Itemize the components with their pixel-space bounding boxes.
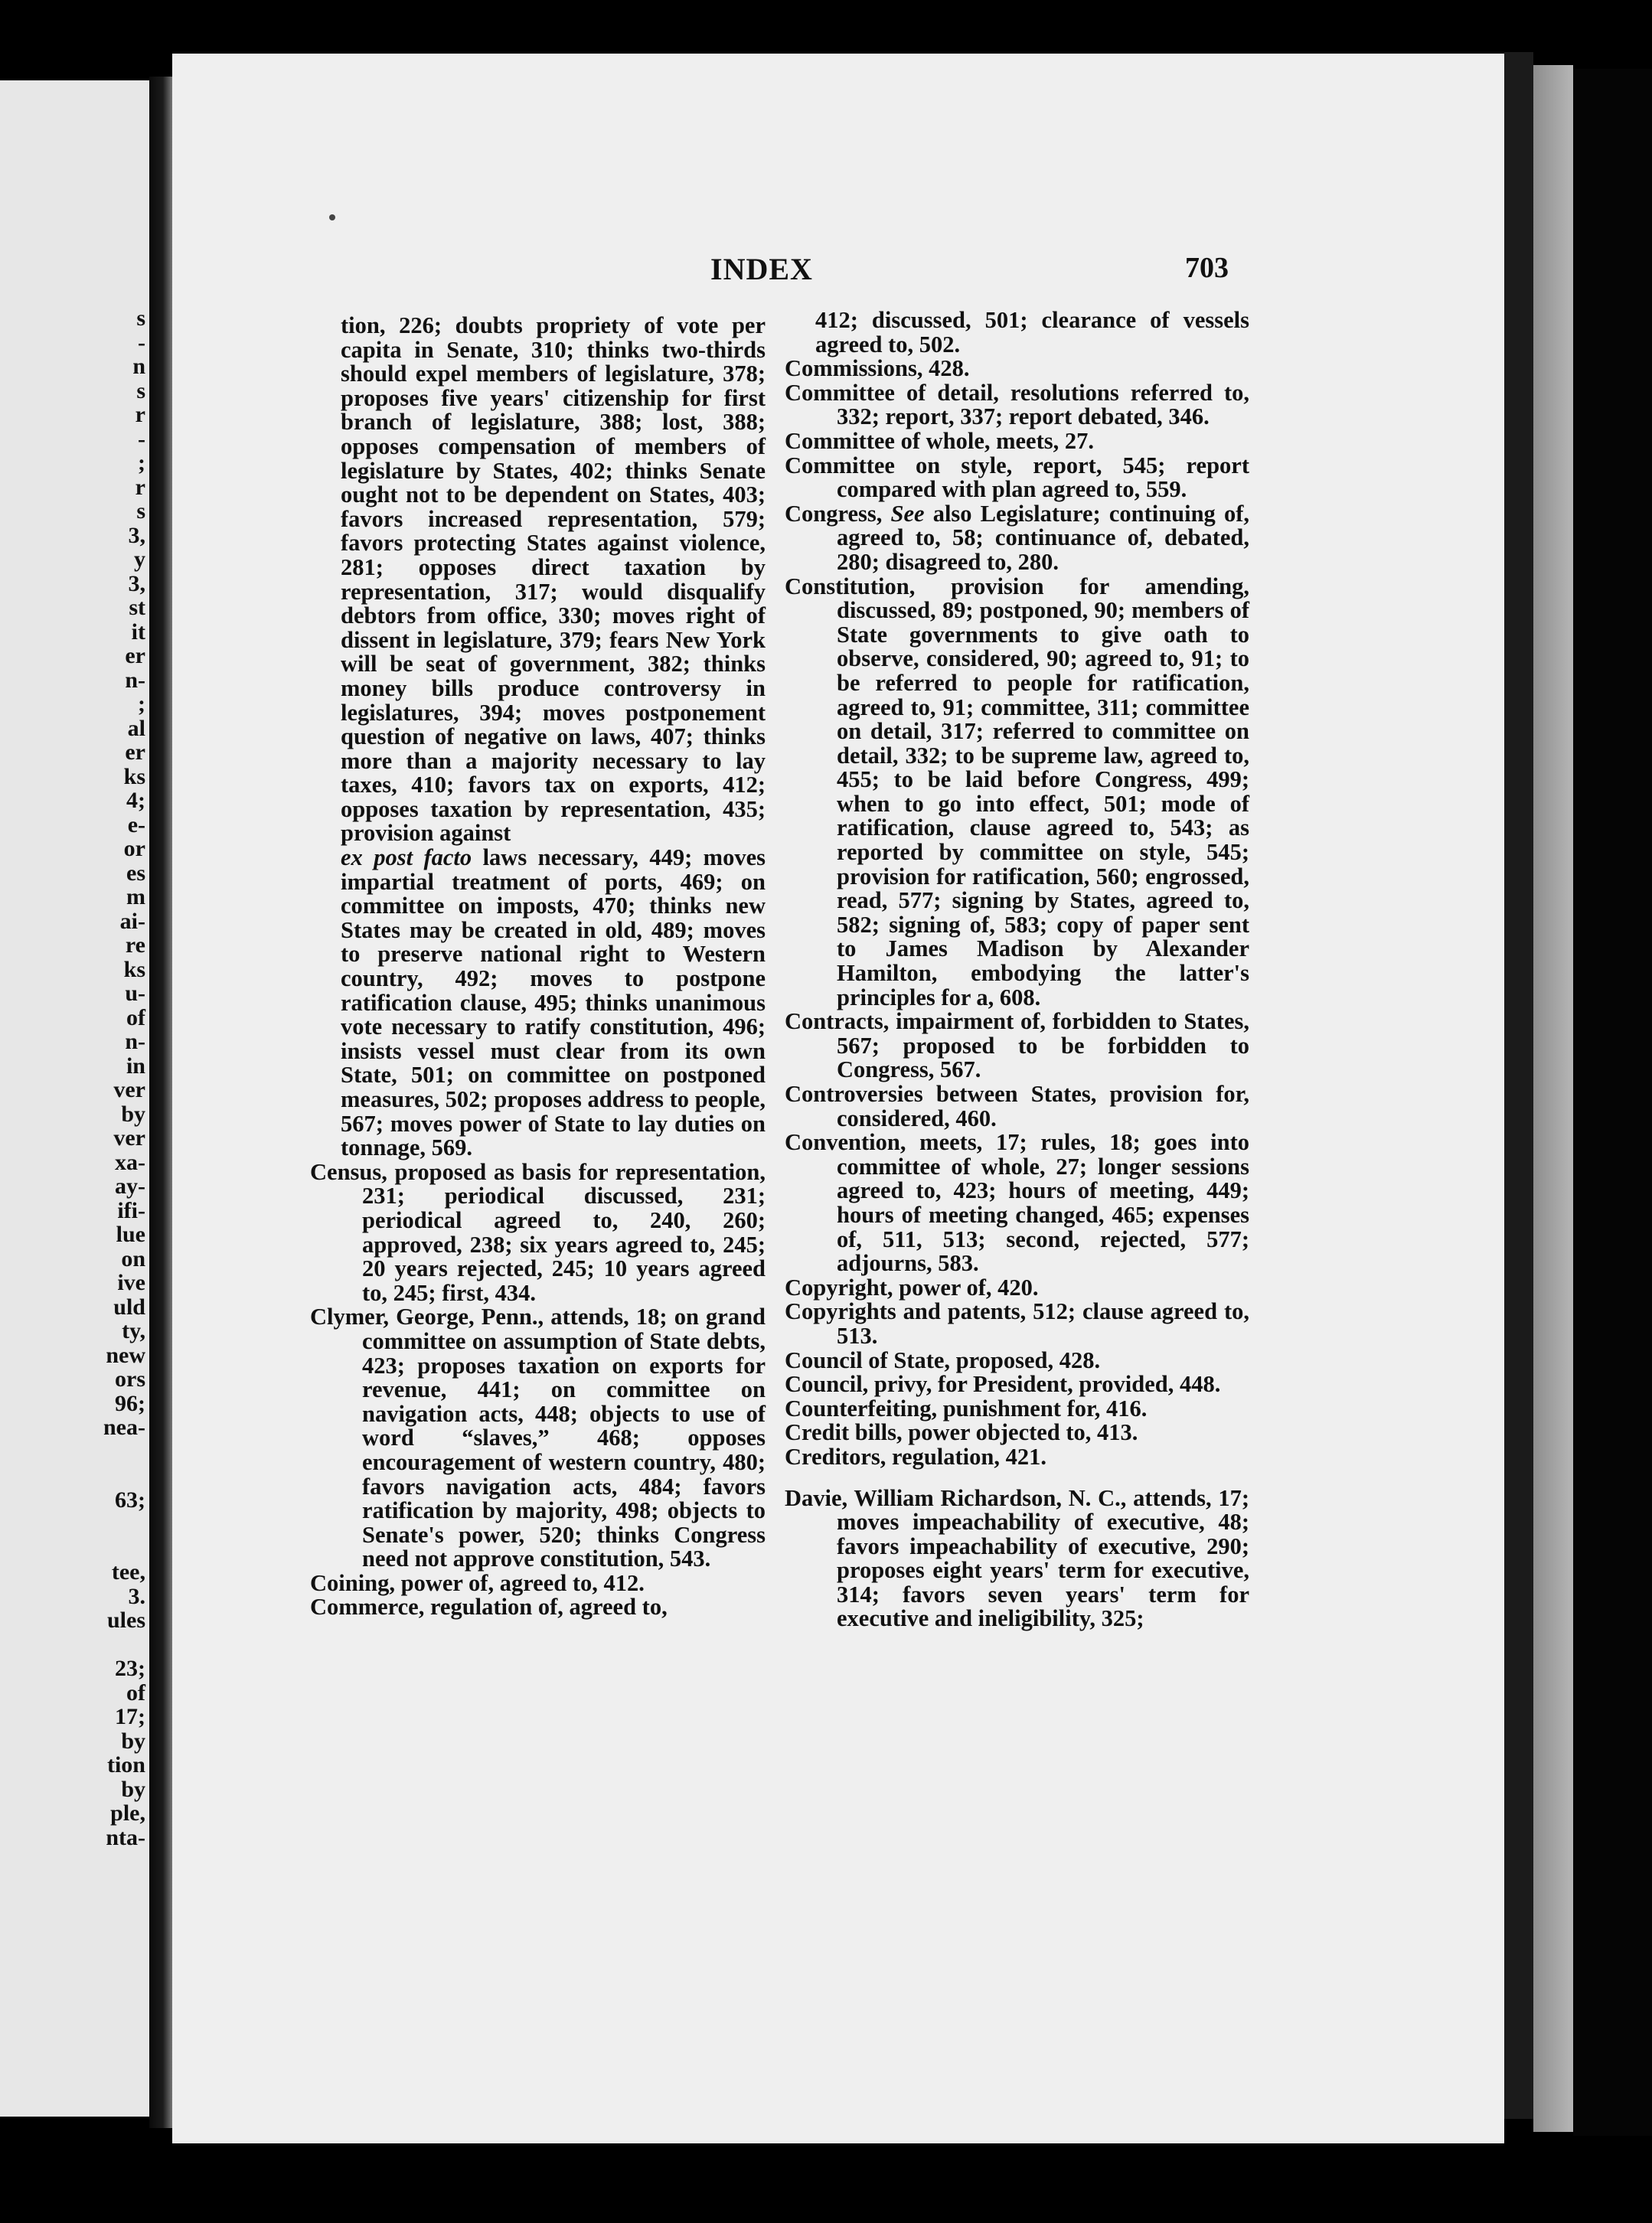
- facing-page-fragment: ;: [138, 691, 145, 717]
- facing-page-fragment: re: [125, 932, 145, 958]
- facing-page-fragment: ks: [123, 763, 145, 789]
- page-speck: [329, 214, 335, 220]
- index-entry: Counterfeiting, punishment for, 416.: [785, 1395, 1148, 1422]
- facing-page-fragment: or: [123, 836, 145, 861]
- facing-page-fragment: 4;: [126, 788, 145, 813]
- index-entry: Contracts, impairment of, forbidden to States, 567; proposed to be forbidden to Congress, 567.: [785, 1008, 1249, 1083]
- page-stack-edge: [1533, 65, 1573, 2132]
- facing-page-fragment: ;: [138, 450, 145, 475]
- facing-page-fragment: tee,: [111, 1559, 145, 1585]
- facing-page-fragment: of: [126, 1004, 145, 1030]
- facing-page-fragment: tion: [106, 1752, 145, 1777]
- index-entry: Committee on style, report, 545; report compared with plan agreed to, 559.: [785, 452, 1249, 503]
- index-entry: Credit bills, power objected to, 413.: [785, 1419, 1138, 1446]
- index-entry-italic: See: [890, 500, 925, 527]
- facing-page-fragment: of: [126, 1679, 145, 1706]
- facing-page-fragment: 17;: [115, 1704, 145, 1729]
- index-entry: Davie, William Richardson, N. C., attends, 17; moves impeachability of executive, 48; favors impeachability of executive, 290; proposes eight years' term for executive, 314; favors seven years' term for executive and ineligibility, 325;: [785, 1484, 1249, 1632]
- facing-page-fragment: [0, 1440, 145, 1464]
- index-entry: Commerce, regulation of, agreed to,: [310, 1594, 668, 1621]
- facing-page-fragment: ules: [106, 1608, 145, 1633]
- facing-page-fragment: n-: [125, 1029, 145, 1054]
- index-entry-italic: ex post facto: [341, 844, 472, 871]
- index-entry-text: also Legislature; continuing of, agreed to, 58; continuance of, debated, 280; disagreed to, 280.: [837, 500, 1249, 575]
- facing-page-fragment: r: [135, 402, 145, 427]
- index-entry-text: laws necessary, 449; moves impartial treatment of ports, 469; on committee on imposts, 470; thinks new States may be created in old, 489; moves to preserve national right to Western country, 492; moves to postpone ratification clause, 495; thinks unanimous vote necessary to ratify constitution, 496; insists vessel must clear from its own State, 501; on committee on postponed measures, 502; proposes address to people, 567; moves power of State to lay duties on tonnage, 569.: [341, 844, 766, 1161]
- facing-page-fragment: n-: [125, 667, 145, 693]
- facing-page-fragment: xa-: [115, 1149, 145, 1175]
- facing-page-text-fragments: [0, 306, 145, 1849]
- index-entry: Clymer, George, Penn., attends, 18; on grand committee on assumption of State debts, 423; proposes taxation on exports for revenue, 441; on committee on navigation acts, 448; objects to use of word “slaves,” 468; opposes encouragement of western country, 480; favors navigation acts, 484; favors ratification by majority, 498; objects to Senate's power, 520; thinks Congress need not approve constitution, 543.: [310, 1304, 766, 1572]
- facing-page-fragment: nea-: [103, 1415, 145, 1440]
- facing-page-fragment: [0, 1536, 145, 1561]
- index-entry: [785, 502, 1249, 575]
- facing-page-fragment: er: [125, 739, 145, 765]
- facing-page-fragment: nta-: [106, 1824, 145, 1850]
- facing-page-fragment: new: [106, 1342, 145, 1368]
- facing-page-fragment: ifi-: [117, 1197, 145, 1223]
- facing-page-left: [0, 80, 152, 2117]
- index-entry: Council, privy, for President, provided, 448.: [785, 1371, 1221, 1398]
- facing-page-fragment: -: [138, 426, 145, 452]
- facing-page-fragment: ors: [115, 1366, 145, 1392]
- facing-page-fragment: by: [121, 1101, 145, 1127]
- page-number: 703: [1185, 252, 1229, 284]
- index-entry: Coining, power of, agreed to, 412.: [310, 1569, 645, 1596]
- facing-page-fragment: ai-: [119, 908, 145, 934]
- facing-page-fragment: r: [135, 474, 145, 500]
- index-column-right: [785, 308, 1249, 1631]
- index-entry: Copyrights and patents, 512; clause agreed to, 513.: [785, 1298, 1249, 1349]
- facing-page-fragment: ver: [113, 1125, 145, 1151]
- index-entry: Census, proposed as basis for representation, 231; periodical discussed, 231; periodical agreed to, 240, 260; approved, 238; six years agreed to, 245; 20 years rejected, 245; 10 years agreed to, 245; first, 434.: [310, 1158, 766, 1306]
- index-entry: tion, 226; doubts propriety of vote per capita in Senate, 310; thinks two-thirds should expel members of legislature, 378; proposes five years' citizenship for first branch of legislature, 388; lost, 388; opposes compensation of members of legislature by States, 402; thinks Senate ought not to be dependent on States, 403; favors increased representation, 579; favors protecting States against violence, 281; opposes direct taxation by representation, 317; would disqualify debtors from office, 330; moves right of dissent in legislature, 379; fears New York will be seat of government, 382; thinks money bills produce controversy in legislatures, 394; moves postponement question of negative on laws, 407; thinks more than a majority necessary to lay taxes, 410; favors tax on exports, 412; opposes taxation by representation, 435; provision against: [341, 312, 766, 847]
- facing-page-fragment: s: [136, 377, 145, 403]
- index-entry: Committee of whole, meets, 27.: [785, 427, 1094, 454]
- facing-page-fragment: lue: [116, 1222, 145, 1247]
- index-entry: Commissions, 428.: [785, 355, 970, 382]
- index-column-left: [310, 314, 766, 1620]
- index-entry: Controversies between States, provision for, considered, 460.: [785, 1081, 1249, 1131]
- facing-page-fragment: st: [129, 595, 145, 620]
- facing-page-fragment: s: [136, 305, 145, 331]
- index-entry: Copyright, power of, 420.: [785, 1274, 1039, 1301]
- index-entry-text: Congress,: [785, 500, 891, 527]
- facing-page-fragment: e-: [127, 811, 145, 837]
- facing-page-fragment: er: [125, 643, 145, 668]
- running-title: INDEX: [710, 252, 813, 286]
- index-entry: Creditors, regulation, 421.: [785, 1443, 1046, 1470]
- facing-page-fragment: uld: [113, 1294, 145, 1320]
- facing-page-fragment: [0, 1633, 145, 1657]
- facing-page-fragment: 3,: [128, 522, 145, 548]
- index-entry: Committee of detail, resolutions referred to, 332; report, 337; report debated, 346.: [785, 379, 1249, 430]
- facing-page-fragment: ks: [123, 956, 145, 982]
- index-entry: [310, 846, 766, 1160]
- facing-page-fragment: 3.: [128, 1583, 145, 1609]
- facing-page-fragment: m: [126, 884, 145, 909]
- index-entry: 412; discussed, 501; clearance of vessels agreed to, 502.: [815, 307, 1249, 357]
- index-entry: Convention, meets, 17; rules, 18; goes into committee of whole, 27; longer sessions agreed to, 423; hours of meeting, 449; hours of meeting changed, 465; expenses of, 511, 513; second, rejected, 577; adjourns, 583.: [785, 1129, 1249, 1277]
- facing-page-fragment: ver: [113, 1077, 145, 1102]
- facing-page-fragment: by: [121, 1728, 145, 1754]
- facing-page-fragment: ple,: [110, 1800, 145, 1826]
- page-edge-shadow: [1504, 52, 1533, 2119]
- index-entry: Council of State, proposed, 428.: [785, 1347, 1101, 1373]
- facing-page-fragment: y: [134, 547, 145, 572]
- facing-page-fragment: 96;: [115, 1390, 145, 1416]
- index-entry: Constitution, provision for amending, discussed, 89; postponed, 90; members of State governments to give oath to observe, considered, 90; agreed to, 91; to be referred to people for ratification, agreed to, 91; committee, 311; committee on detail, 317; referred to committee on detail, 332; to be supreme law, agreed to, 455; to be laid before Congress, 499; when to go into effect, 501; mode of ratification, clause agreed to, 543; as reported by committee on style, 545; provision for ratification, 560; engrossed, read, 577; signing by States, agreed to, 582; signing of, 583; copy of paper sent to James Madison by Alexander Hamilton, embodying the latter's principles for a, 608.: [785, 573, 1249, 1010]
- facing-page-fragment: al: [127, 715, 145, 741]
- facing-page-fragment: it: [131, 619, 145, 645]
- book-gutter: [149, 77, 172, 2128]
- facing-page-fragment: -: [138, 329, 145, 355]
- scan-background: [1573, 69, 1652, 2136]
- facing-page-fragment: 63;: [115, 1487, 145, 1513]
- facing-page-fragment: 3,: [128, 570, 145, 596]
- facing-page-fragment: 23;: [115, 1656, 145, 1681]
- facing-page-fragment: by: [121, 1776, 145, 1802]
- facing-page-fragment: n: [132, 354, 145, 379]
- facing-page-fragment: on: [121, 1245, 145, 1271]
- facing-page-fragment: es: [126, 860, 145, 886]
- facing-page-fragment: [0, 1512, 145, 1536]
- facing-page-fragment: ay-: [115, 1174, 145, 1199]
- facing-page-fragment: ive: [117, 1270, 145, 1295]
- facing-page-fragment: u-: [125, 981, 145, 1006]
- facing-page-fragment: [0, 1464, 145, 1488]
- facing-page-fragment: in: [126, 1053, 145, 1079]
- facing-page-fragment: ty,: [122, 1318, 145, 1343]
- facing-page-fragment: s: [136, 498, 145, 524]
